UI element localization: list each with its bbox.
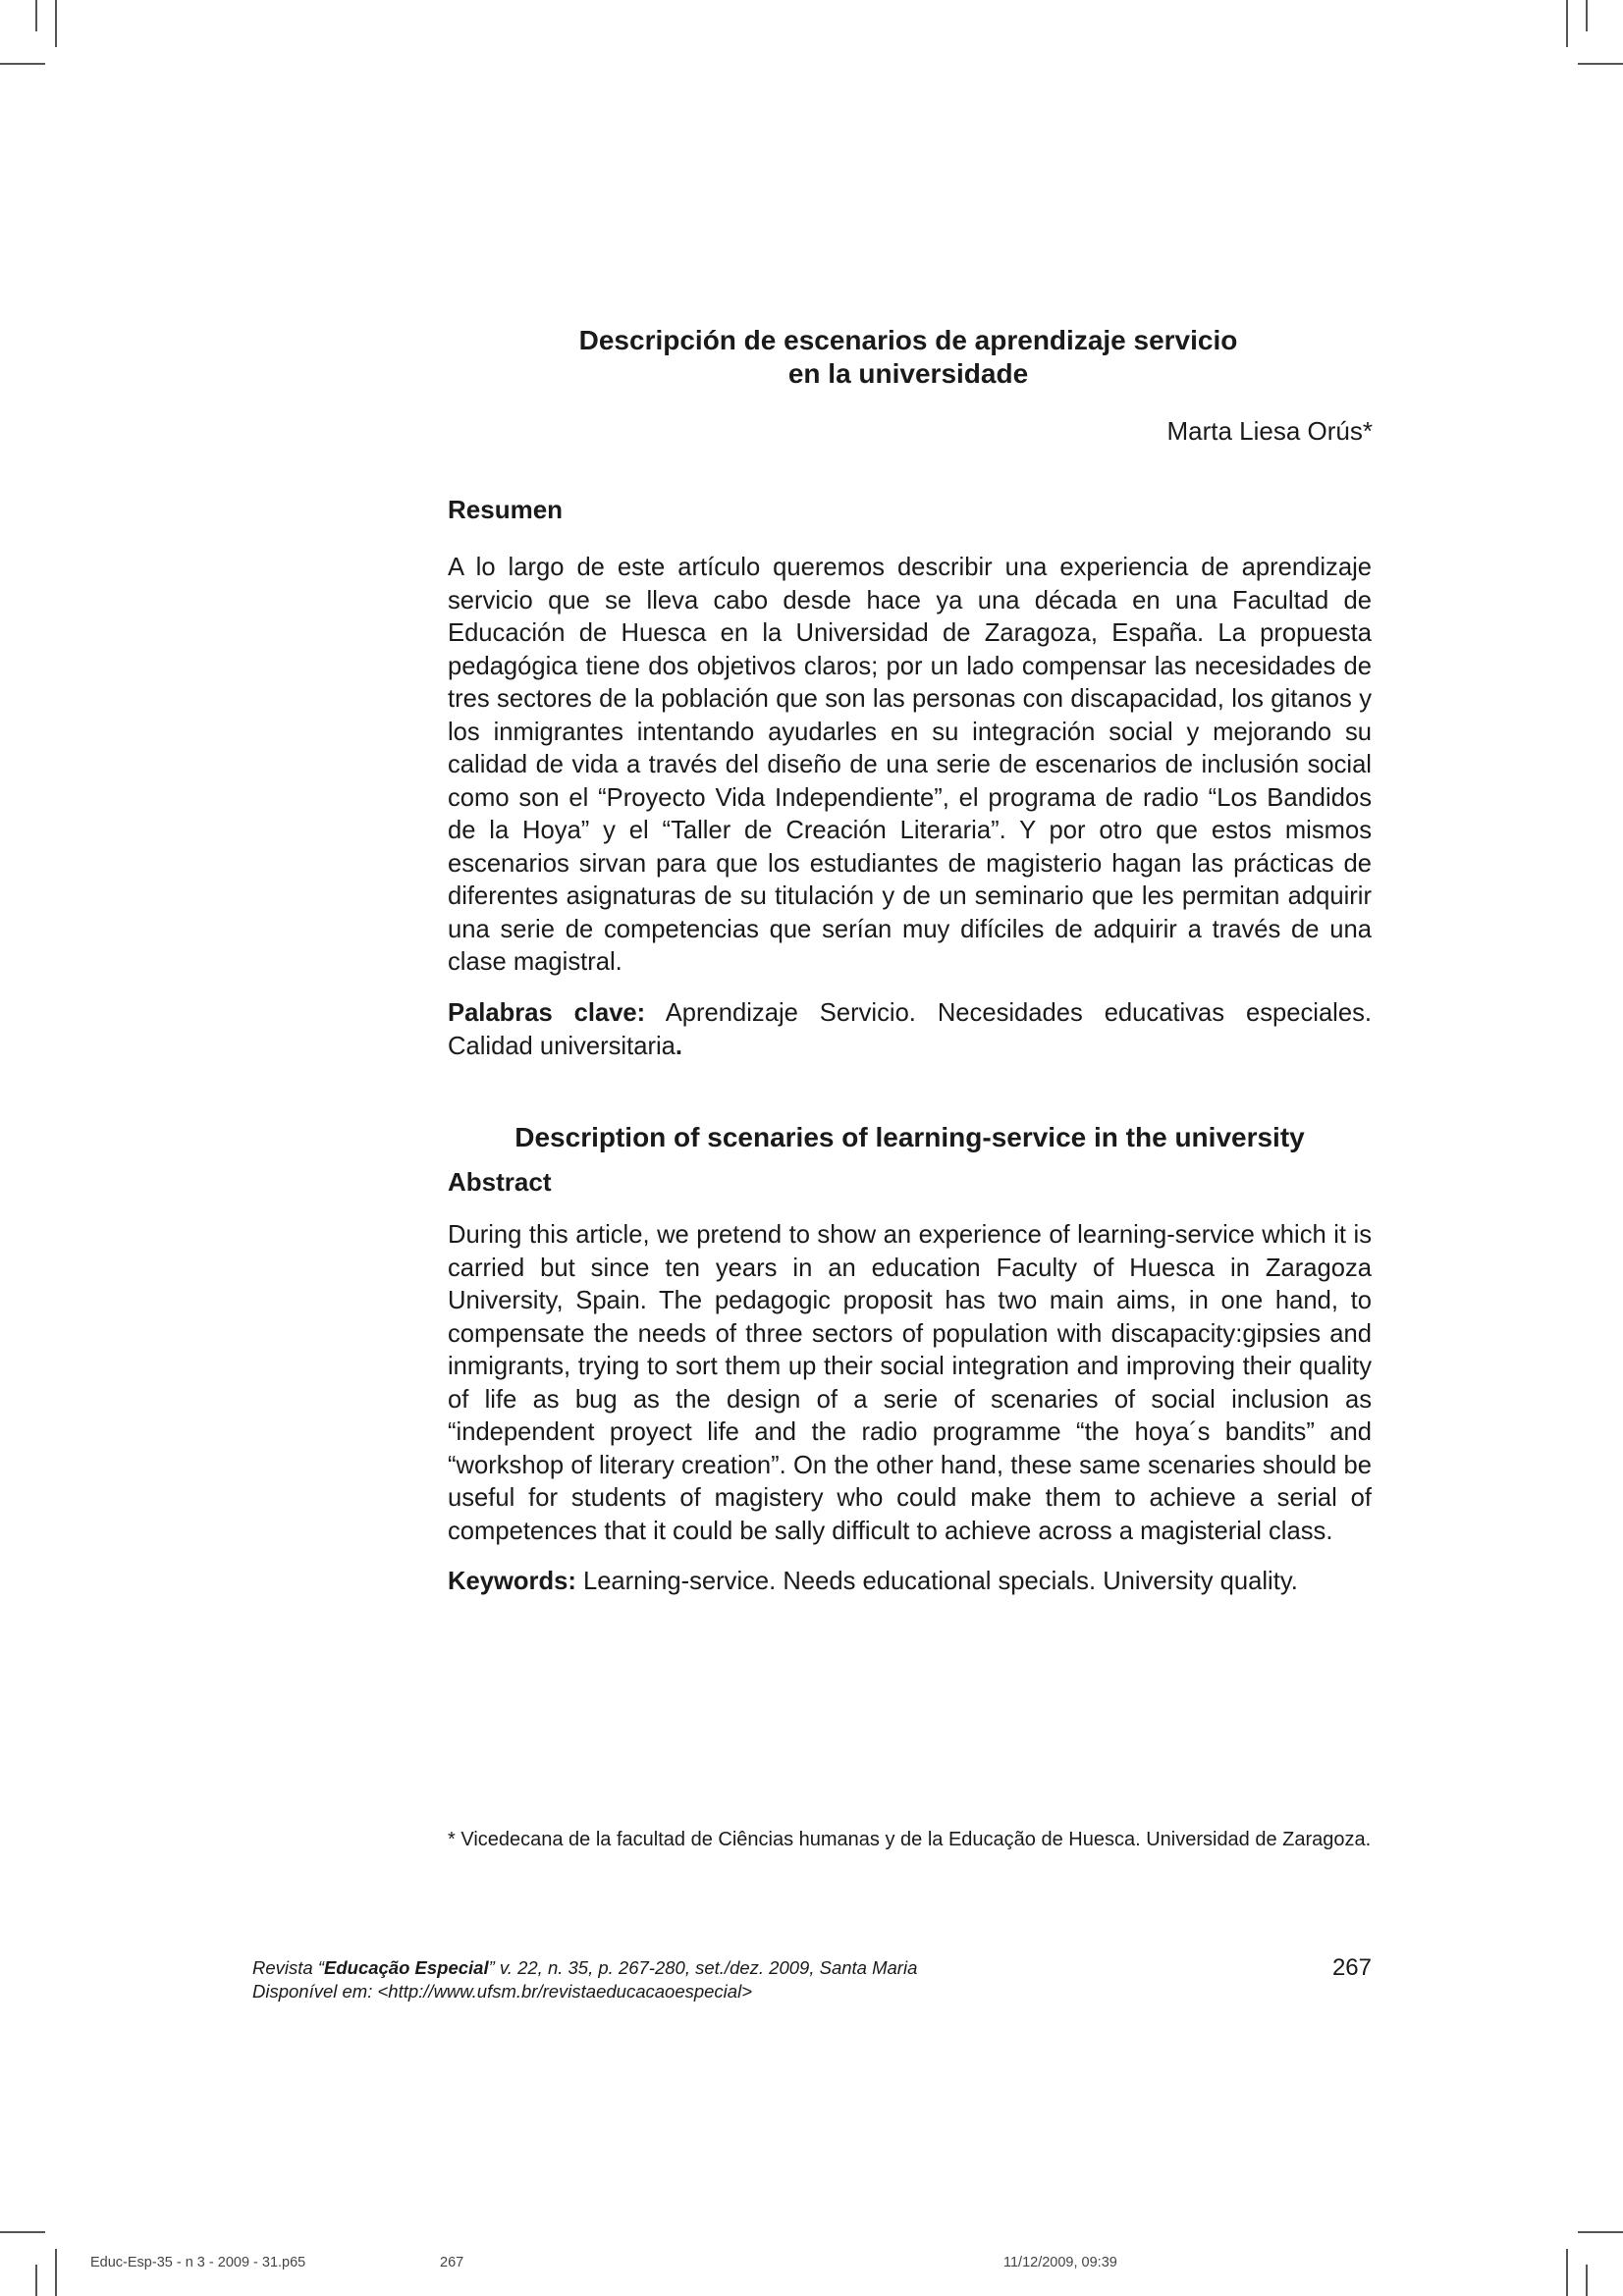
crop-mark bbox=[0, 2231, 45, 2233]
crop-mark bbox=[1566, 2249, 1568, 2296]
article-title bbox=[447, 324, 1370, 391]
slug-page: 267 bbox=[440, 2255, 464, 2270]
journal-name: Educação Especial bbox=[324, 1957, 489, 1978]
english-title: Description of scenaries of learning-service in the university bbox=[514, 1122, 1305, 1152]
palabras-clave-end: . bbox=[675, 1032, 683, 1060]
journal-rest: ” v. 22, n. 35, p. 267-280, set./dez. 2009, Santa Maria bbox=[488, 1957, 918, 1978]
crop-mark bbox=[0, 63, 45, 65]
journal-citation bbox=[252, 1956, 917, 1980]
crop-mark bbox=[55, 2249, 57, 2296]
crop-mark bbox=[1566, 0, 1568, 47]
keywords-text: Learning-service. Needs educational specials. University quality. bbox=[575, 1568, 1298, 1595]
crop-mark bbox=[35, 0, 37, 31]
journal-reference bbox=[252, 1956, 917, 2003]
author: Marta Liesa Orús* bbox=[1166, 416, 1373, 446]
abstract-paragraph: During this article, we pretend to show an experience of learning-service which it is carried but since ten years in an education Faculty of Huesca in Zaragoza University, Spain. The pedagogic proposit has two main aims, in one hand, to compensate the needs of three sectors of population with discapacity:gipsies and inmigrants, trying to sort them up their social integration and improving their quality of life as bug as the design of a serie of scenaries of social inclusion as “independent proyect life and the radio programme “the hoya´s bandits” and “workshop of literary creation”. On the other hand, these same scenaries should be useful for students of magistery who could make them to achieve a serial of competences that it could be sally difficult to achieve across a magisterial class. bbox=[448, 1221, 1372, 1545]
title-line-1: Descripción de escenarios de aprendizaje servicio bbox=[578, 325, 1238, 355]
resumen-heading: Resumen bbox=[448, 495, 564, 524]
keywords-label: Keywords: bbox=[448, 1568, 576, 1595]
page-number: 267 bbox=[1331, 1954, 1372, 1981]
slug-datetime: 11/12/2009, 09:39 bbox=[1003, 2255, 1117, 2270]
crop-mark bbox=[1578, 63, 1623, 65]
keywords bbox=[448, 1566, 1372, 1599]
abstract-heading: Abstract bbox=[448, 1167, 552, 1197]
crop-mark bbox=[55, 0, 57, 47]
crop-mark bbox=[1578, 2231, 1623, 2233]
crop-mark bbox=[1586, 2265, 1588, 2296]
palabras-clave-label: Palabras clave: bbox=[448, 999, 646, 1027]
journal-url: Disponível em: <http://www.ufsm.br/revistaeducacaoespecial> bbox=[252, 1981, 752, 2002]
resumen-paragraph: A lo largo de este artículo queremos describir una experiencia de aprendizaje servicio que se lleva cabo desde hace ya una década en una Facultad de Educación de Huesca en la Universidad de Zaragoza, España. La propuesta pedagógica tiene dos objetivos claros; por un lado compensar las necesidades de tres sectores de la población que son las personas con discapacidad, los gitanos y los inmigrantes intentando ayudarles en su integración social y mejorando su calidad de vida a través del diseño de una serie de escenarios de inclusión social como son el “Proyecto Vida Independiente”, el programa de radio “Los Bandidos de la Hoya” y el “Taller de Creación Literaria”. Y por otro que estos mismos escenarios sirvan para que los estudiantes de magisterio hagan las prácticas de diferentes asignaturas de su titulación y de un seminario que les permitan adquirir una serie de competencias que serían muy difíciles de adquirir a través de una clase magistral. bbox=[448, 554, 1372, 976]
crop-mark bbox=[1586, 0, 1588, 31]
palabras-clave-text: Aprendizaje Servicio. Necesidades educativas especiales. Calidad universitaria bbox=[448, 999, 1372, 1060]
footnote: * Vicedecana de la facultad de Ciências humanas y de la Educação de Huesca. Universidad de Zaragoza. bbox=[448, 1829, 1372, 1850]
title-line-2: en la universidade bbox=[787, 358, 1029, 389]
palabras-clave bbox=[448, 997, 1372, 1063]
journal-prefix: Revista “ bbox=[252, 1957, 324, 1978]
slug-file: Educ-Esp-35 - n 3 - 2009 - 31.p65 bbox=[90, 2255, 306, 2270]
crop-mark bbox=[35, 2265, 37, 2296]
